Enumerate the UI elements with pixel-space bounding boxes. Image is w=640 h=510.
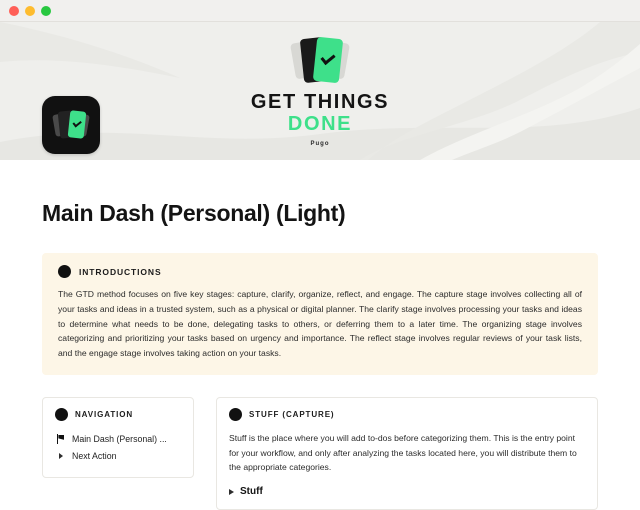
navigation-card-header bbox=[55, 408, 181, 421]
flag-icon bbox=[55, 434, 66, 445]
cover-title-line-1: GET THINGS bbox=[250, 91, 390, 113]
introductions-label: INTRODUCTIONS bbox=[79, 266, 162, 277]
introductions-callout bbox=[42, 253, 598, 375]
stuff-card bbox=[216, 397, 598, 510]
navigation-label: NAVIGATION bbox=[75, 409, 134, 419]
nav-item-main-dash-label: Main Dash (Personal) ... bbox=[72, 434, 167, 445]
introductions-callout-header bbox=[58, 265, 582, 278]
nav-item-next-action[interactable] bbox=[55, 448, 181, 465]
stuff-column bbox=[216, 397, 598, 510]
minimize-window-button[interactable] bbox=[25, 6, 35, 16]
black-circle-icon bbox=[58, 265, 71, 278]
stuff-toggle[interactable] bbox=[229, 486, 585, 497]
nav-item-next-action-label: Next Action bbox=[72, 451, 117, 462]
triangle-right-icon[interactable] bbox=[229, 489, 234, 495]
navigation-column bbox=[42, 397, 194, 478]
dashboard-columns bbox=[42, 397, 598, 510]
maximize-window-button[interactable] bbox=[41, 6, 51, 16]
stuff-description: Stuff is the place where you will add to-dos before categorizing them. This is the entry point for your workflow, and only after analyzing the tasks located here, you will distribute them to the appropriate categories. bbox=[229, 432, 577, 473]
page-content bbox=[0, 160, 640, 510]
introductions-text: The GTD method focuses on five key stages: capture, clarify, organize, reflect, and engage. The capture stage involves collecting all of your tasks and ideas in a trusted system, such as a physical or digital planner. The clarify stage involves processing your tasks and ideas to determine what needs to be done, delegating tasks to others, or deferring them to a later time. The organizing stage involves categorizing and prioritizing your tasks based on urgency and importance. The reflect stage involves regular reviews of your task lists, and the engage stage involves taking action on your tasks. bbox=[58, 289, 582, 359]
page-icon[interactable] bbox=[42, 96, 100, 154]
stuff-toggle-label: Stuff bbox=[240, 486, 263, 498]
black-circle-icon bbox=[55, 408, 68, 421]
gtd-logo-icon bbox=[293, 36, 347, 84]
chevron-right-icon bbox=[55, 451, 66, 462]
cover-subtitle: Pugo bbox=[310, 140, 330, 147]
window-titlebar bbox=[0, 0, 640, 22]
cover-title-line-2: DONE bbox=[287, 113, 353, 136]
navigation-card bbox=[42, 397, 194, 478]
page-title[interactable]: Main Dash (Personal) (Light) bbox=[42, 200, 346, 226]
stuff-card-header bbox=[229, 408, 585, 421]
nav-item-main-dash[interactable] bbox=[55, 431, 181, 448]
black-circle-icon bbox=[229, 408, 242, 421]
close-window-button[interactable] bbox=[9, 6, 19, 16]
stuff-label: STUFF (CAPTURE) bbox=[249, 409, 335, 419]
